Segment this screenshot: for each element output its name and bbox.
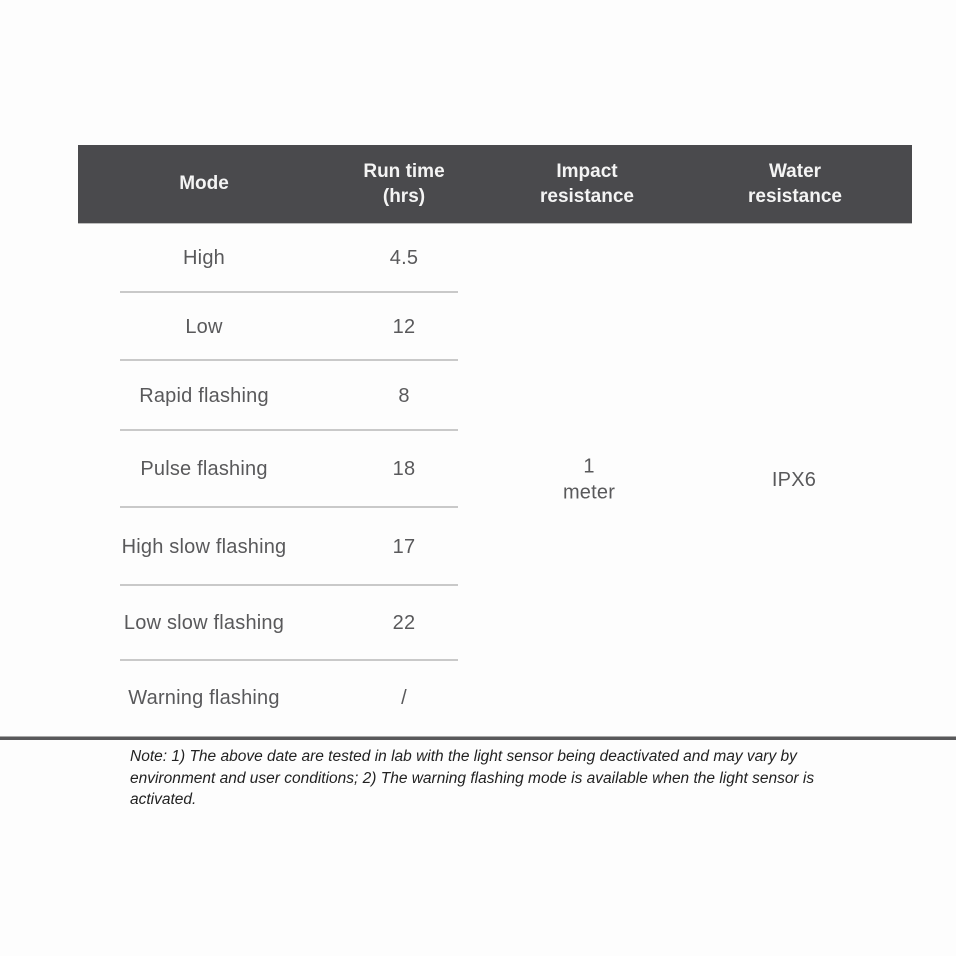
water-resistance-value: IPX6 <box>771 468 817 491</box>
spec-table <box>78 145 912 735</box>
table-row <box>78 586 912 661</box>
table-row <box>78 508 912 586</box>
mode-cell: Low <box>185 315 223 338</box>
header-impact-line1: Impact <box>556 160 618 182</box>
header-impact-line2: resistance <box>539 186 634 207</box>
header-run-time-line2: (hrs) <box>382 186 426 207</box>
mode-cell: Warning flashing <box>128 686 280 709</box>
table-row <box>78 224 912 293</box>
run-time-cell: 4.5 <box>389 247 419 269</box>
mode-cell: Pulse flashing <box>140 458 268 480</box>
mode-cell: High slow flashing <box>121 535 287 558</box>
table-row <box>78 293 912 361</box>
mode-cell: Rapid flashing <box>139 384 269 407</box>
table-row <box>78 661 912 735</box>
table-body <box>78 224 912 735</box>
run-time-cell: 17 <box>392 535 416 558</box>
mode-cell: Low slow flashing <box>123 612 285 634</box>
header-cell-mode <box>78 145 330 223</box>
impact-resistance-value <box>563 453 615 506</box>
footnote: Note: 1) The above date are tested in lab with the light sensor being deactivated and may vary by environment and user conditions; 2) The warning flashing mode is available when the light sensor is activated. <box>130 748 815 808</box>
header-mode-label: Mode <box>179 173 229 195</box>
bottom-divider-rule <box>0 736 956 740</box>
header-cell-run-time <box>330 145 478 223</box>
mode-cell: High <box>183 247 225 269</box>
run-time-cell: 22 <box>392 612 416 634</box>
header-water-line1: Water <box>768 160 822 182</box>
run-time-cell: 18 <box>392 458 416 480</box>
run-time-cell: 8 <box>398 384 410 407</box>
impact-resistance-line1: 1 <box>583 455 595 478</box>
run-time-cell: / <box>401 686 407 709</box>
header-cell-water-resistance <box>696 145 912 223</box>
table-row <box>78 361 912 431</box>
impact-resistance-line2: meter <box>562 481 616 504</box>
table-header-row <box>78 145 912 224</box>
run-time-cell: 12 <box>392 315 416 338</box>
header-water-line2: resistance <box>747 186 842 207</box>
header-cell-impact-resistance <box>478 145 696 223</box>
header-run-time-line1: Run time <box>363 160 445 182</box>
